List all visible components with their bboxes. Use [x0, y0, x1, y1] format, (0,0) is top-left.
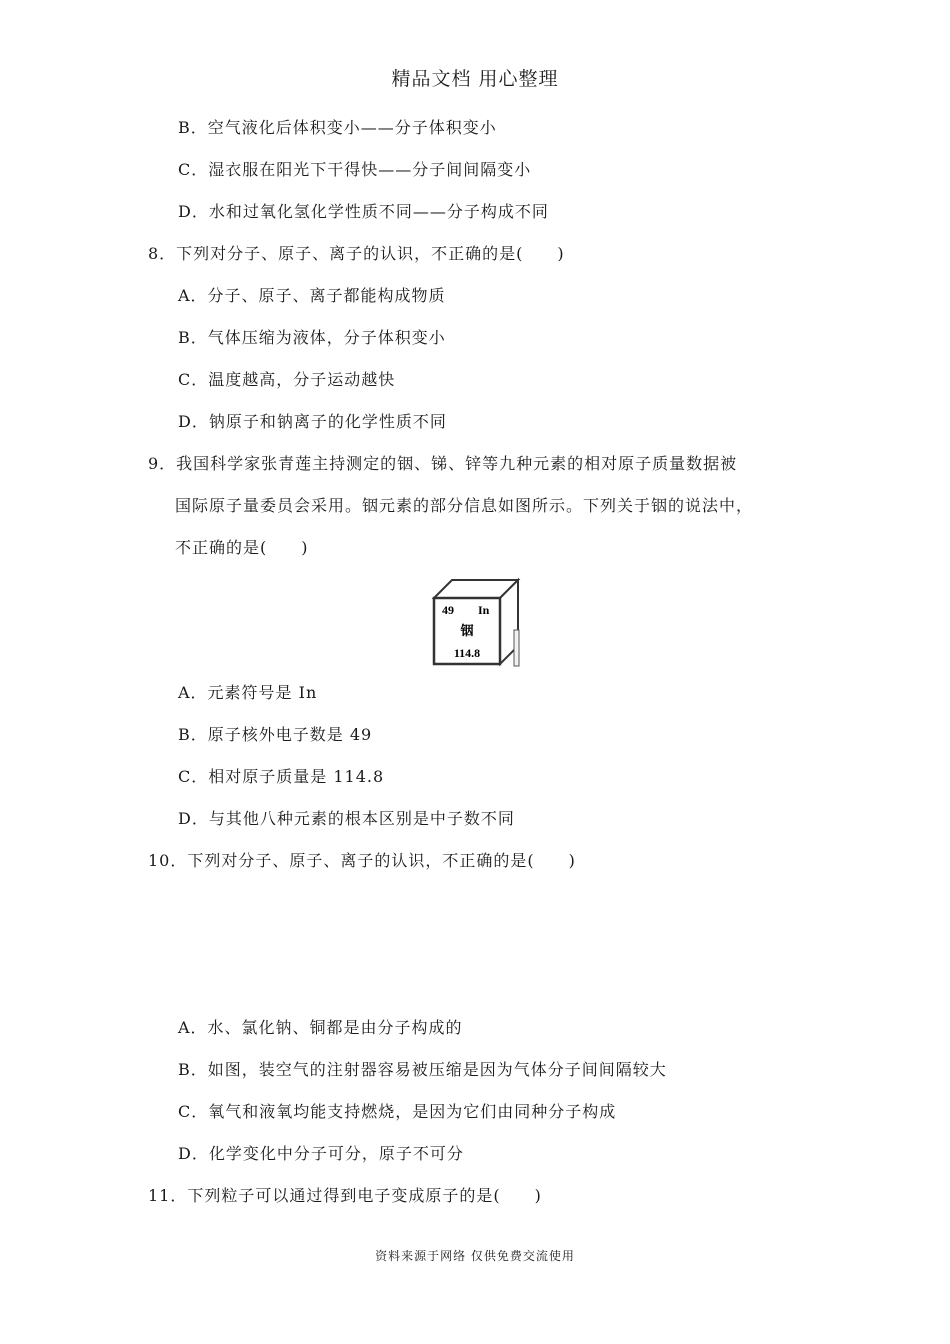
q11-stem: 11．下列粒子可以通过得到电子变成原子的是( ): [148, 1186, 542, 1205]
q7-option-c: C．湿衣服在阳光下干得快——分子间间隔变小: [178, 160, 532, 179]
q10-stem: 10．下列对分子、原子、离子的认识，不正确的是( ): [148, 851, 576, 870]
page-header: 精品文档 用心整理: [391, 68, 559, 90]
page-footer: 资料来源于网络 仅供免费交流使用: [375, 1249, 575, 1263]
element-cube-figure: [430, 576, 526, 672]
q7-option-d: D．水和过氧化氢化学性质不同——分子构成不同: [178, 202, 549, 221]
element-name: 铟: [460, 624, 474, 639]
q9-option-a: A．元素符号是 In: [178, 683, 318, 702]
q10-option-a: A．水、氯化钠、铜都是由分子构成的: [178, 1018, 463, 1037]
q8-stem: 8．下列对分子、原子、离子的认识，不正确的是( ): [148, 244, 565, 263]
q9-stem-line-2: 国际原子量委员会采用。铟元素的部分信息如图所示。下列关于铟的说法中，: [175, 496, 754, 515]
q9-option-c: C．相对原子质量是 114.8: [178, 767, 385, 786]
q9-option-d: D．与其他八种元素的根本区别是中子数不同: [178, 809, 515, 828]
q9-stem-line-3: 不正确的是( ): [175, 538, 309, 557]
element-mass: 114.8: [453, 646, 481, 660]
q8-option-d: D．钠原子和钠离子的化学性质不同: [178, 412, 447, 431]
q8-option-b: B．气体压缩为液体，分子体积变小: [178, 328, 446, 347]
cube-stand: [514, 630, 519, 666]
q9-stem-line-1: 9．我国科学家张青莲主持测定的铟、锑、锌等九种元素的相对原子质量数据被: [148, 454, 738, 473]
q7-option-b: B．空气液化后体积变小——分子体积变小: [178, 118, 497, 137]
q8-option-c: C．温度越高，分子运动越快: [178, 370, 396, 389]
element-symbol: In: [478, 603, 490, 617]
q9-option-b: B．原子核外电子数是 49: [178, 725, 373, 744]
q10-option-d: D．化学变化中分子可分，原子不可分: [178, 1144, 464, 1163]
q10-option-b: B．如图，装空气的注射器容易被压缩是因为气体分子间间隔较大: [178, 1060, 667, 1079]
q8-option-a: A．分子、原子、离子都能构成物质: [178, 286, 446, 305]
element-number: 49: [442, 603, 454, 617]
q10-option-c: C．氧气和液氧均能支持燃烧，是因为它们由同种分子构成: [178, 1102, 617, 1121]
